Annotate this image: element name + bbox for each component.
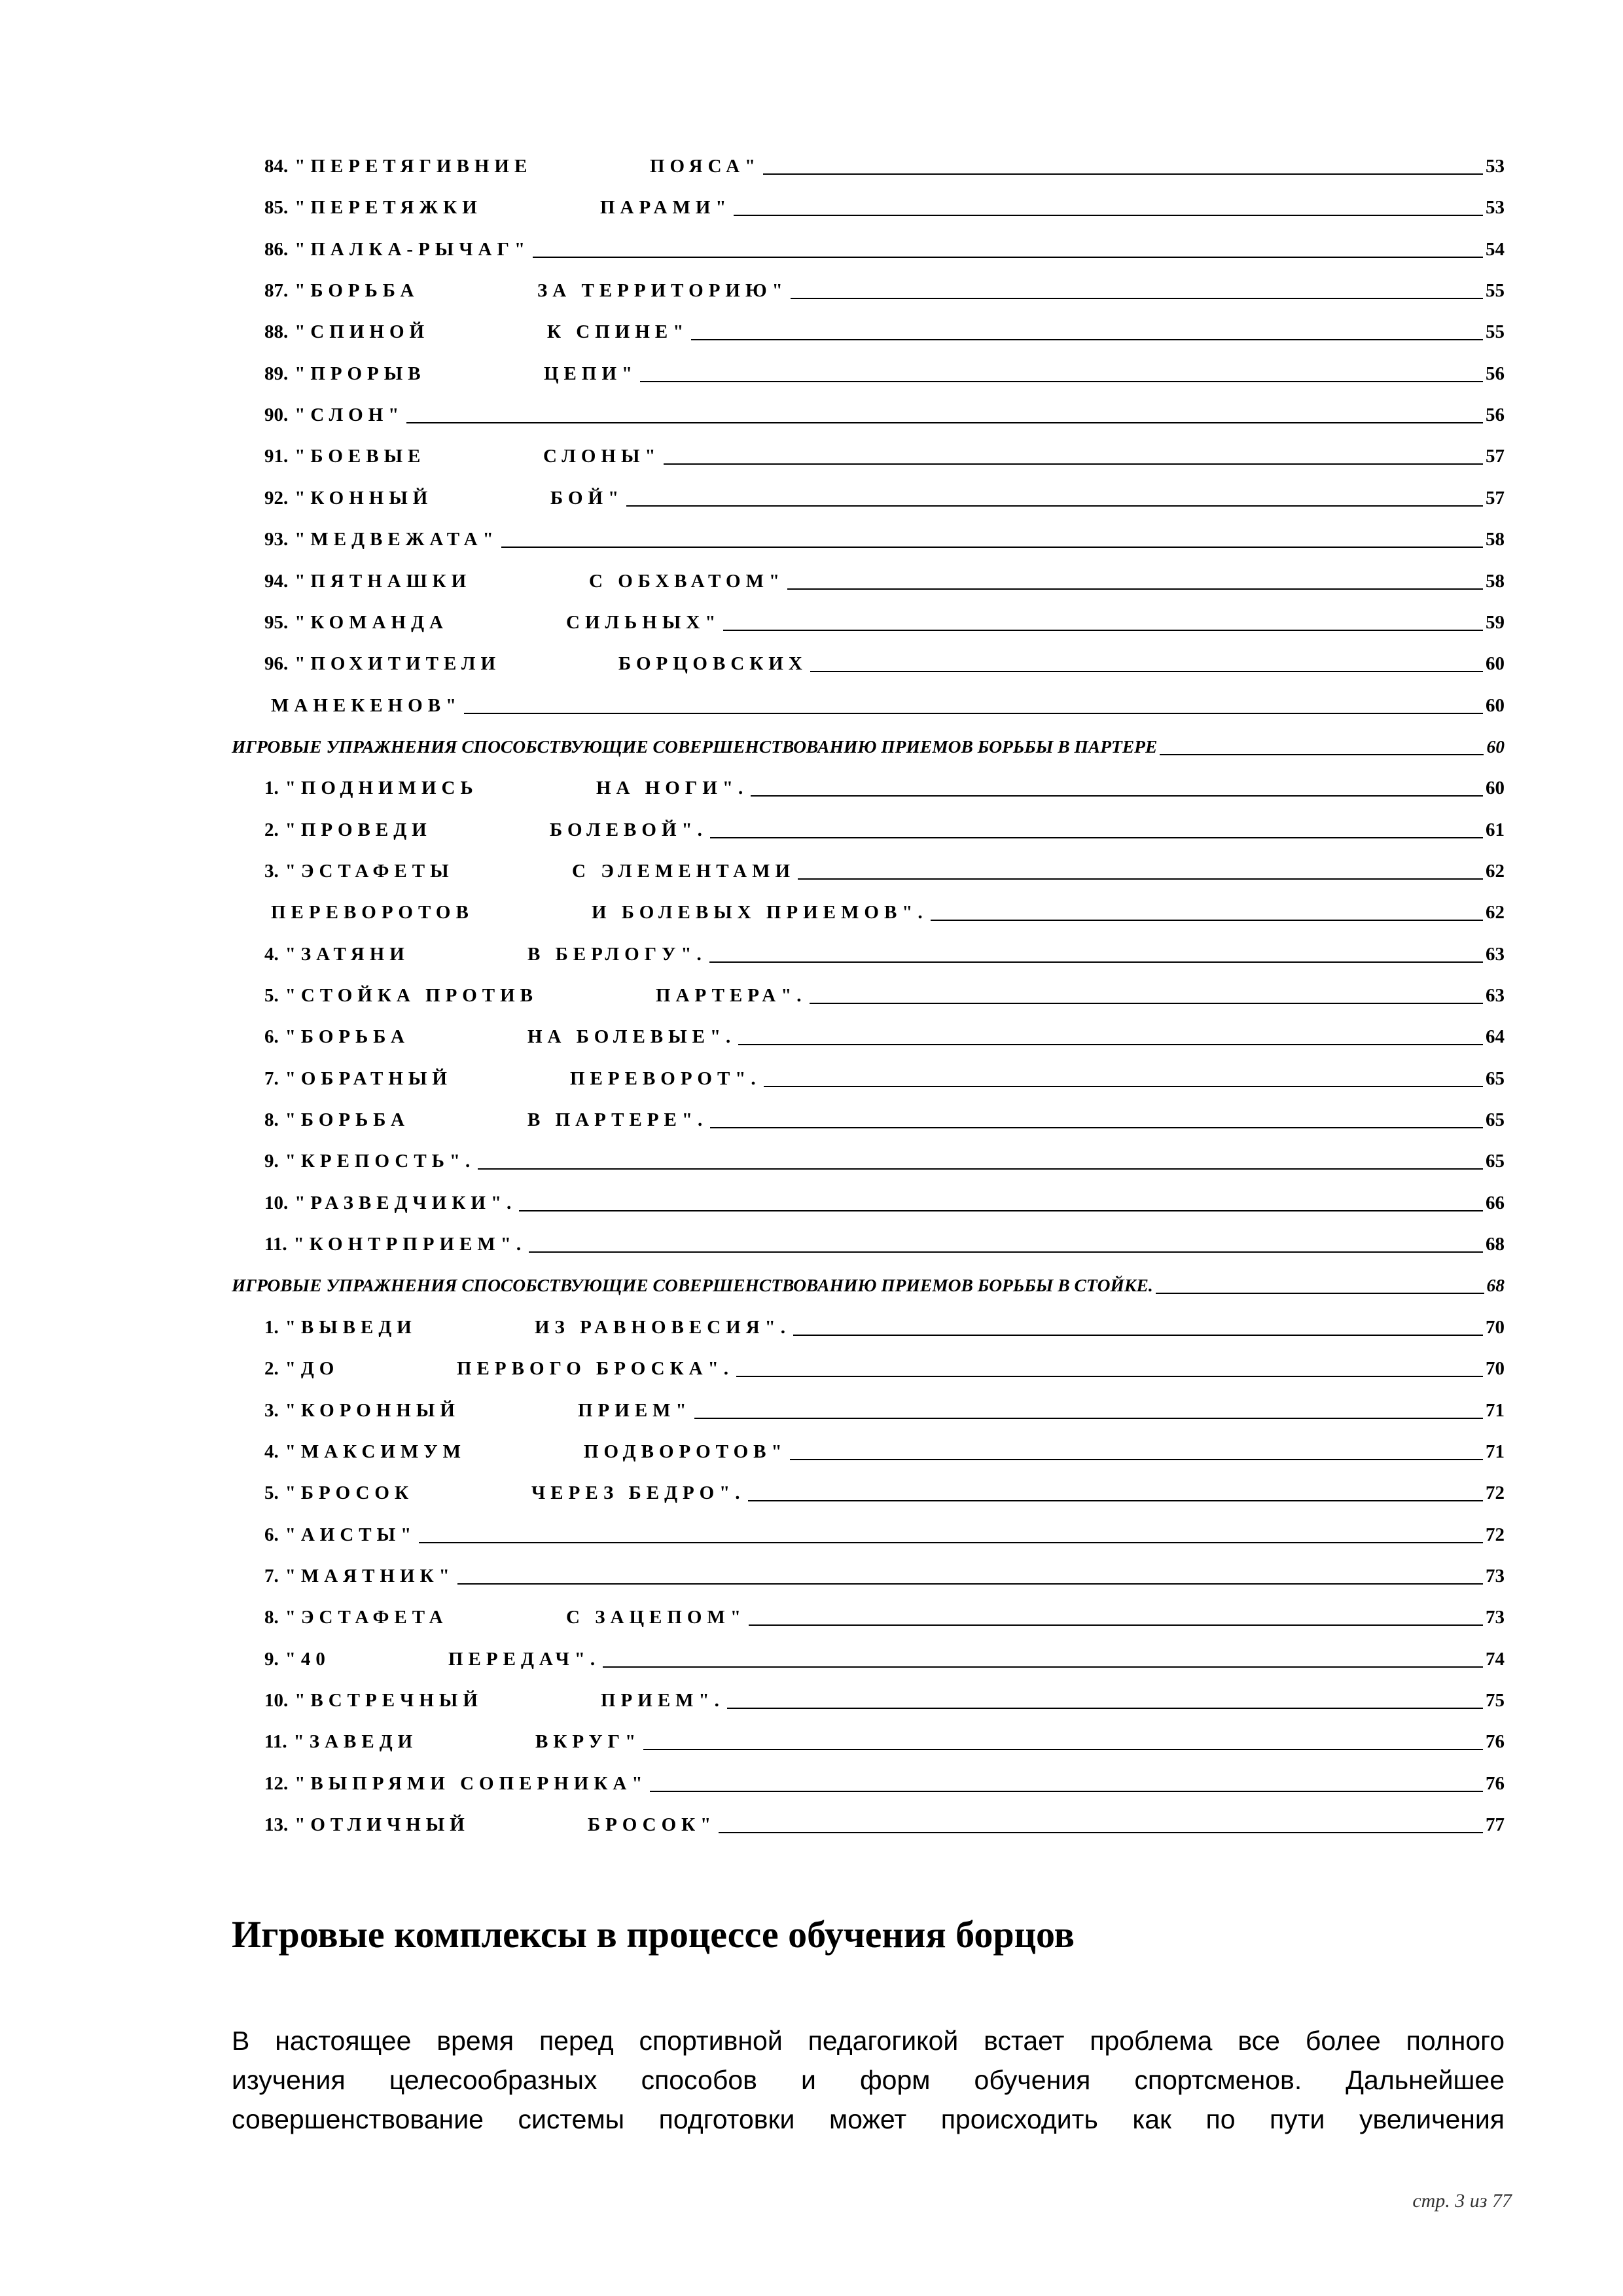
toc-entry-title-part: БРОСОК" — [588, 1814, 717, 1835]
toc-page-number: 54 — [1486, 239, 1505, 260]
toc-entry-number: 3. — [264, 861, 279, 882]
toc-entry-title-part: "ПОХИТИТЕЛИ — [294, 653, 501, 674]
toc-entry-title-part: "СЛОН" — [294, 404, 404, 425]
paragraph-line: изучения целесообразных способов и форм обучения спортсменов. Дальнейшее — [232, 2065, 1505, 2095]
toc-entry-title-part: "КРЕПОСТЬ". — [285, 1151, 476, 1172]
toc-entry-title-part: БОРЦОВСКИХ — [618, 653, 808, 674]
toc-entry-title — [264, 817, 432, 843]
toc-entry-title — [264, 1148, 475, 1174]
toc-entry[interactable] — [264, 402, 1505, 428]
toc-entry-title — [264, 1687, 483, 1713]
toc-entry[interactable] — [264, 568, 1505, 594]
toc-page-number: 61 — [1486, 819, 1505, 840]
toc-entry[interactable] — [264, 1812, 1505, 1838]
toc-entry-title-part: "БРОСОК — [285, 1482, 414, 1503]
toc-entry-title — [264, 319, 429, 345]
toc-entry-number: 12. — [264, 1773, 289, 1794]
toc-entry-title-part: "КОМАНДА — [294, 612, 448, 633]
toc-entry-title-part: ПАРАМИ" — [600, 197, 732, 218]
toc-entry-number: 85. — [264, 197, 289, 218]
toc-page-number: 60 — [1486, 695, 1505, 716]
toc-entry-title — [264, 1107, 410, 1133]
toc-page-number: 77 — [1486, 1814, 1505, 1835]
toc-entry-title-part: ПЕРЕВОРОТОВ — [271, 902, 474, 923]
toc-entry-title-part: "ВЫПРЯМИ СОПЕРНИКА" — [294, 1773, 648, 1794]
toc-leader-line — [810, 1003, 1483, 1004]
toc-leader-line — [710, 837, 1483, 838]
toc-entry-title-part: "ЗАВЕДИ — [293, 1731, 418, 1752]
toc-entry-number: 8. — [264, 1607, 279, 1628]
toc-leader-line — [810, 671, 1483, 672]
toc-entry-title-part: "ОТЛИЧНЫЙ — [294, 1814, 470, 1835]
toc-entry-title-part: БОЛЕВОЙ". — [550, 819, 707, 840]
toc-entry-title-part: К СПИНЕ" — [547, 321, 689, 342]
toc-entry-number: 7. — [264, 1068, 279, 1089]
toc-entry-title — [264, 1812, 470, 1838]
toc-leader-line — [691, 339, 1483, 340]
toc-entry-title — [264, 568, 471, 594]
toc-entry-title — [264, 1439, 466, 1465]
toc-entry[interactable] — [264, 941, 1505, 967]
toc-entry-title — [264, 1646, 330, 1672]
toc-entry[interactable] — [264, 1231, 1505, 1257]
toc-entry[interactable] — [264, 1480, 1505, 1506]
toc-entry-number: 2. — [264, 1358, 279, 1379]
toc-entry[interactable] — [264, 236, 1505, 262]
toc-entry[interactable] — [264, 1148, 1505, 1174]
toc-entry[interactable] — [264, 278, 1505, 304]
toc-entry-title-part: "СПИНОЙ — [294, 321, 430, 342]
toc-leader-line — [457, 1583, 1483, 1585]
toc-entry[interactable] — [264, 443, 1505, 469]
toc-entry-title-part: СИЛЬНЫХ" — [566, 612, 721, 633]
toc-entry-title-part: "ПРОРЫВ — [294, 363, 426, 384]
toc-leader-line — [719, 1832, 1483, 1833]
toc-entry-title-part: ИЗ РАВНОВЕСИЯ". — [535, 1317, 791, 1338]
toc-entry-title-part: "БОРЬБА — [294, 280, 419, 301]
toc-entry-title-part: ПЕРЕДАЧ". — [448, 1649, 601, 1670]
toc-page-number: 56 — [1486, 363, 1505, 384]
toc-entry-title-part: "МЕДВЕЖАТА" — [294, 529, 499, 550]
toc-leader-line — [709, 961, 1483, 963]
toc-entry-title — [264, 775, 478, 801]
toc-entry-number: 11. — [264, 1731, 287, 1752]
toc-leader-line — [626, 505, 1483, 507]
toc-entry-title-part: "КОННЫЙ — [294, 488, 433, 509]
toc-leader-line — [478, 1168, 1483, 1170]
toc-leader-line — [723, 630, 1483, 631]
toc-page-number: 74 — [1486, 1649, 1505, 1670]
toc-entry-number: 10. — [264, 1690, 289, 1711]
toc-page-number: 53 — [1486, 197, 1505, 218]
toc-entry-title-part: ПЕРВОГО БРОСКА". — [457, 1358, 734, 1379]
toc-entry-title-part: С ЗАЦЕПОМ" — [566, 1607, 746, 1628]
toc-leader-line — [694, 1418, 1483, 1419]
toc-entry-title-part: С ЭЛЕМЕНТАМИ — [572, 861, 796, 882]
toc-entry-title-part: И БОЛЕВЫХ ПРИЕМОВ". — [592, 902, 928, 923]
toc-entry-number: 9. — [264, 1151, 279, 1172]
toc-page-number: 65 — [1486, 1068, 1505, 1089]
toc-entry-number: 88. — [264, 321, 289, 342]
toc-page-number: 70 — [1486, 1358, 1505, 1379]
toc-entry-number: 87. — [264, 280, 289, 301]
toc-entry-number: 90. — [264, 404, 289, 425]
toc-entry-title-part: ЧЕРЕЗ БЕДРО". — [531, 1482, 745, 1503]
toc-entry-title-part: ПЕРЕВОРОТ". — [570, 1068, 761, 1089]
toc-entry-title-part: "ПОДНИМИСЬ — [285, 778, 478, 798]
toc-entry-number: 8. — [264, 1109, 279, 1130]
toc-leader-line — [791, 298, 1483, 299]
toc-entry[interactable] — [264, 982, 1505, 1009]
toc-leader-line — [501, 547, 1483, 548]
toc-leader-line — [738, 1044, 1483, 1045]
toc-entry-title-part: В ПАРТЕРЕ". — [527, 1109, 708, 1130]
toc-entry[interactable] — [264, 1066, 1505, 1092]
paragraph-line: В настоящее время перед спортивной педагогикой встает проблема все более полного — [232, 2026, 1505, 2056]
toc-page-number: 65 — [1486, 1151, 1505, 1172]
toc-entry[interactable] — [264, 1563, 1505, 1589]
toc-entry[interactable] — [264, 194, 1505, 221]
toc-entry-title-part: НА БОЛЕВЫЕ". — [527, 1026, 736, 1047]
toc-entry[interactable] — [264, 1646, 1505, 1672]
toc-entry-title-part: ВКРУГ" — [535, 1731, 641, 1752]
toc-entry-title-part: В БЕРЛОГУ". — [527, 944, 707, 965]
toc-page-number: 68 — [1486, 1275, 1505, 1295]
toc-page-number: 72 — [1486, 1482, 1505, 1503]
toc-leader-line — [751, 795, 1483, 797]
toc-entry-title-part: "ЭСТАФЕТА — [285, 1607, 448, 1628]
toc-leader-line — [798, 878, 1483, 880]
toc-leader-line — [640, 381, 1483, 382]
toc-entry[interactable] — [264, 1355, 1505, 1382]
toc-entry-title — [264, 1604, 448, 1630]
toc-entry-title-part: "40 — [285, 1649, 330, 1670]
toc-leader-line — [736, 1376, 1483, 1377]
toc-entry-number: 1. — [264, 1317, 279, 1338]
toc-entry[interactable] — [264, 817, 1505, 843]
toc-page-number: 58 — [1486, 571, 1505, 592]
toc-entry-title — [264, 692, 461, 719]
toc-entry-title-part: "ВСТРЕЧНЫЙ — [294, 1690, 483, 1711]
toc-leader-line — [603, 1666, 1483, 1668]
toc-page-number: 71 — [1486, 1441, 1505, 1462]
toc-leader-line — [764, 1086, 1483, 1087]
toc-entry-title: ИГРОВЫЕ УПРАЖНЕНИЯ СПОСОБСТВУЮЩИЕ СОВЕРШЕНСТВОВАНИЮ ПРИЕМОВ БОРЬБЫ В ПАРТЕРЕ — [232, 736, 1158, 757]
toc-entry-title-part: "ВЫВЕДИ — [285, 1317, 417, 1338]
toc-entry-title — [264, 485, 433, 511]
page-number-footer: стр. 3 из 77 — [1412, 2190, 1512, 2212]
toc-entry-number: 84. — [264, 156, 289, 177]
toc-entry-title — [264, 1355, 339, 1382]
toc-entry-title-part: ПОДВОРОТОВ" — [584, 1441, 787, 1462]
toc-page-number: 55 — [1486, 321, 1505, 342]
toc-page-number: 55 — [1486, 280, 1505, 301]
toc-entry[interactable] — [264, 1024, 1505, 1050]
toc-page-number: 70 — [1486, 1317, 1505, 1338]
toc-entry-title-part: МАНЕКЕНОВ" — [271, 695, 462, 716]
toc-entry-title — [264, 1729, 418, 1755]
toc-entry-number: 7. — [264, 1566, 279, 1587]
toc-entry-title-part: "МАЯТНИК" — [285, 1566, 455, 1587]
toc-entry[interactable] — [264, 1397, 1505, 1424]
toc-entry-title-part: ПРИЕМ". — [601, 1690, 724, 1711]
toc-entry-title — [264, 194, 482, 221]
toc-entry-number: 89. — [264, 363, 289, 384]
toc-leader-line — [1160, 754, 1484, 755]
toc-entry-number: 6. — [264, 1524, 279, 1545]
toc-entry-title-part: "БОРЬБА — [285, 1026, 410, 1047]
toc-entry[interactable] — [264, 153, 1505, 179]
toc-page-number: 59 — [1486, 612, 1505, 633]
toc-leader-line — [763, 173, 1483, 175]
toc-entry-number: 4. — [264, 1441, 279, 1462]
toc-page-number: 60 — [1486, 736, 1505, 757]
paragraph-line: совершенствование системы подготовки может происходить как по пути увеличения — [232, 2104, 1505, 2134]
toc-entry-number: 9. — [264, 1649, 279, 1670]
toc-entry-title-part: ЦЕПИ" — [544, 363, 638, 384]
toc-entry-title — [264, 402, 404, 428]
toc-entry-title-part: БОЙ" — [550, 488, 624, 509]
toc-entry-title — [264, 1480, 414, 1506]
toc-entry-title-part: "ПЕРЕТЯГИВНИЕ — [294, 156, 533, 177]
toc-entry-title-part: ЗА ТЕРРИТОРИЮ" — [537, 280, 788, 301]
toc-entry-title — [264, 982, 538, 1009]
toc-entry-title-part: ПАРТЕРА". — [656, 985, 807, 1006]
toc-page-number: 76 — [1486, 1773, 1505, 1794]
toc-section-heading[interactable] — [232, 1272, 1505, 1299]
toc-entry-title — [264, 526, 499, 552]
toc-entry-title-part: "ДО — [285, 1358, 340, 1379]
toc-page-number: 53 — [1486, 156, 1505, 177]
toc-entry-number: 10. — [264, 1193, 289, 1213]
toc-entry-title — [264, 899, 474, 925]
toc-entry[interactable] — [264, 1107, 1505, 1133]
toc-entry[interactable] — [264, 609, 1505, 636]
toc-entry[interactable] — [264, 858, 1505, 884]
toc-entry-title — [264, 858, 454, 884]
toc-entry[interactable] — [264, 1604, 1505, 1630]
toc-page-number: 62 — [1486, 861, 1505, 882]
toc-page-number: 71 — [1486, 1400, 1505, 1421]
toc-entry[interactable] — [264, 361, 1505, 387]
toc-entry-title — [264, 443, 425, 469]
toc-leader-line — [406, 422, 1483, 423]
toc-entry-title-part: "РАЗВЕДЧИКИ". — [294, 1193, 517, 1213]
toc-entry-number: 93. — [264, 529, 289, 550]
toc-entry[interactable] — [264, 1439, 1505, 1465]
body-paragraph — [232, 2021, 1505, 2139]
toc-entry-title — [264, 153, 532, 179]
toc-page-number: 64 — [1486, 1026, 1505, 1047]
toc-entry[interactable] — [264, 899, 1505, 925]
toc-entry-number: 91. — [264, 446, 289, 467]
toc-entry[interactable] — [264, 775, 1505, 801]
toc-leader-line — [664, 463, 1483, 465]
toc-entry-title-part: ПОЯСА" — [650, 156, 761, 177]
toc-page-number: 57 — [1486, 446, 1505, 467]
toc-entry[interactable] — [264, 692, 1505, 719]
toc-entry-title — [264, 609, 448, 636]
toc-entry-title-part: "ЗАТЯНИ — [285, 944, 410, 965]
toc-entry-title — [264, 1190, 516, 1216]
toc-page-number: 62 — [1486, 902, 1505, 923]
toc-entry-title-part: "КОНТРПРИЕМ". — [293, 1234, 527, 1255]
toc-entry-title-part: "БОРЬБА — [285, 1109, 410, 1130]
toc-entry-number: 96. — [264, 653, 289, 674]
section-heading: Игровые комплексы в процессе обучения борцов — [232, 1913, 1075, 1956]
toc-section-heading[interactable] — [232, 734, 1505, 760]
toc-page-number: 66 — [1486, 1193, 1505, 1213]
toc-page-number: 65 — [1486, 1109, 1505, 1130]
toc-entry-title-part: С ОБХВАТОМ" — [589, 571, 785, 592]
toc-entry-title — [264, 1231, 526, 1257]
toc-page-number: 58 — [1486, 529, 1505, 550]
toc-leader-line — [787, 588, 1483, 590]
toc-entry-number: 2. — [264, 819, 279, 840]
toc-leader-line — [650, 1791, 1483, 1792]
toc-entry-number: 11. — [264, 1234, 287, 1255]
toc-page-number: 72 — [1486, 1524, 1505, 1545]
toc-entry-number: 86. — [264, 239, 289, 260]
toc-entry-title-part: "ОБРАТНЫЙ — [285, 1068, 452, 1089]
toc-leader-line — [727, 1708, 1483, 1709]
toc-leader-line — [790, 1459, 1483, 1460]
toc-entry-title-part: ПРИЕМ" — [578, 1400, 692, 1421]
toc-entry-title-part: "МАКСИМУМ — [285, 1441, 466, 1462]
toc-leader-line — [749, 1624, 1483, 1626]
toc-entry-title — [264, 1066, 452, 1092]
toc-entry-title-part: "ПЕРЕТЯЖКИ — [294, 197, 482, 218]
toc-entry[interactable] — [264, 1687, 1505, 1713]
toc-leader-line — [643, 1749, 1483, 1750]
toc-entry-title-part: НА НОГИ". — [596, 778, 749, 798]
toc-entry-title — [264, 1314, 417, 1340]
toc-entry-number: 5. — [264, 1482, 279, 1503]
toc-entry[interactable] — [264, 319, 1505, 345]
toc-page-number: 75 — [1486, 1690, 1505, 1711]
toc-entry-number: 95. — [264, 612, 289, 633]
toc-entry-number: 94. — [264, 571, 289, 592]
toc-entry-title — [264, 1770, 647, 1797]
toc-leader-line — [464, 713, 1483, 714]
toc-entry[interactable] — [264, 1522, 1505, 1548]
toc-entry-title-part: "АИСТЫ" — [285, 1524, 417, 1545]
toc-entry-number: 3. — [264, 1400, 279, 1421]
toc-leader-line — [710, 1127, 1483, 1128]
toc-entry[interactable] — [264, 485, 1505, 511]
toc-entry-number: 92. — [264, 488, 289, 509]
toc-page-number: 63 — [1486, 985, 1505, 1006]
toc-leader-line — [1156, 1293, 1484, 1294]
toc-leader-line — [931, 920, 1483, 921]
toc-entry-number: 4. — [264, 944, 279, 965]
toc-leader-line — [533, 257, 1483, 258]
toc-entry-title-part: СЛОНЫ" — [543, 446, 661, 467]
toc-page-number: 73 — [1486, 1607, 1505, 1628]
toc-leader-line — [748, 1500, 1483, 1501]
toc-entry[interactable] — [264, 1314, 1505, 1340]
toc-entry[interactable] — [264, 651, 1505, 677]
toc-entry-title — [264, 361, 426, 387]
toc-entry-number: 1. — [264, 778, 279, 798]
toc-page-number: 56 — [1486, 404, 1505, 425]
toc-leader-line — [419, 1542, 1483, 1543]
toc-page-number: 60 — [1486, 778, 1505, 798]
toc-entry[interactable] — [264, 1729, 1505, 1755]
toc-page-number: 60 — [1486, 653, 1505, 674]
toc-entry-title-part: "БОЕВЫЕ — [294, 446, 426, 467]
toc-entry-number: 6. — [264, 1026, 279, 1047]
toc-leader-line — [529, 1251, 1483, 1253]
toc-leader-line — [734, 215, 1483, 216]
toc-entry-title-part: "ЭСТАФЕТЫ — [285, 861, 454, 882]
toc-page-number: 68 — [1486, 1234, 1505, 1255]
toc-entry[interactable] — [264, 1770, 1505, 1797]
toc-entry-number: 5. — [264, 985, 279, 1006]
toc-entry-title — [264, 236, 530, 262]
toc-entry-title — [264, 1563, 455, 1589]
toc-page-number: 76 — [1486, 1731, 1505, 1752]
toc-entry-title — [264, 1024, 410, 1050]
toc-leader-line — [793, 1335, 1483, 1336]
toc-entry-title-part: "ПЯТНАШКИ — [294, 571, 472, 592]
toc-entry-number: 13. — [264, 1814, 289, 1835]
toc-page-number: 57 — [1486, 488, 1505, 509]
toc-entry-title — [264, 278, 419, 304]
toc-entry-title-part: "ПРОВЕДИ — [285, 819, 432, 840]
toc-entry-title-part: "СТОЙКА ПРОТИВ — [285, 985, 538, 1006]
toc-entry-title: ИГРОВЫЕ УПРАЖНЕНИЯ СПОСОБСТВУЮЩИЕ СОВЕРШЕНСТВОВАНИЮ ПРИЕМОВ БОРЬБЫ В СТОЙКЕ. — [232, 1275, 1153, 1295]
toc-entry-title — [264, 1397, 460, 1424]
toc-entry-title-part: "ПАЛКА-РЫЧАГ" — [294, 239, 531, 260]
toc-leader-line — [519, 1210, 1483, 1211]
toc-page-number: 73 — [1486, 1566, 1505, 1587]
toc-entry-title — [264, 651, 501, 677]
toc-page-number: 63 — [1486, 944, 1505, 965]
toc-entry-title — [264, 1522, 416, 1548]
toc-entry-title-part: "КОРОННЫЙ — [285, 1400, 460, 1421]
toc-entry[interactable] — [264, 1190, 1505, 1216]
toc-entry-title — [264, 941, 410, 967]
toc-entry[interactable] — [264, 526, 1505, 552]
